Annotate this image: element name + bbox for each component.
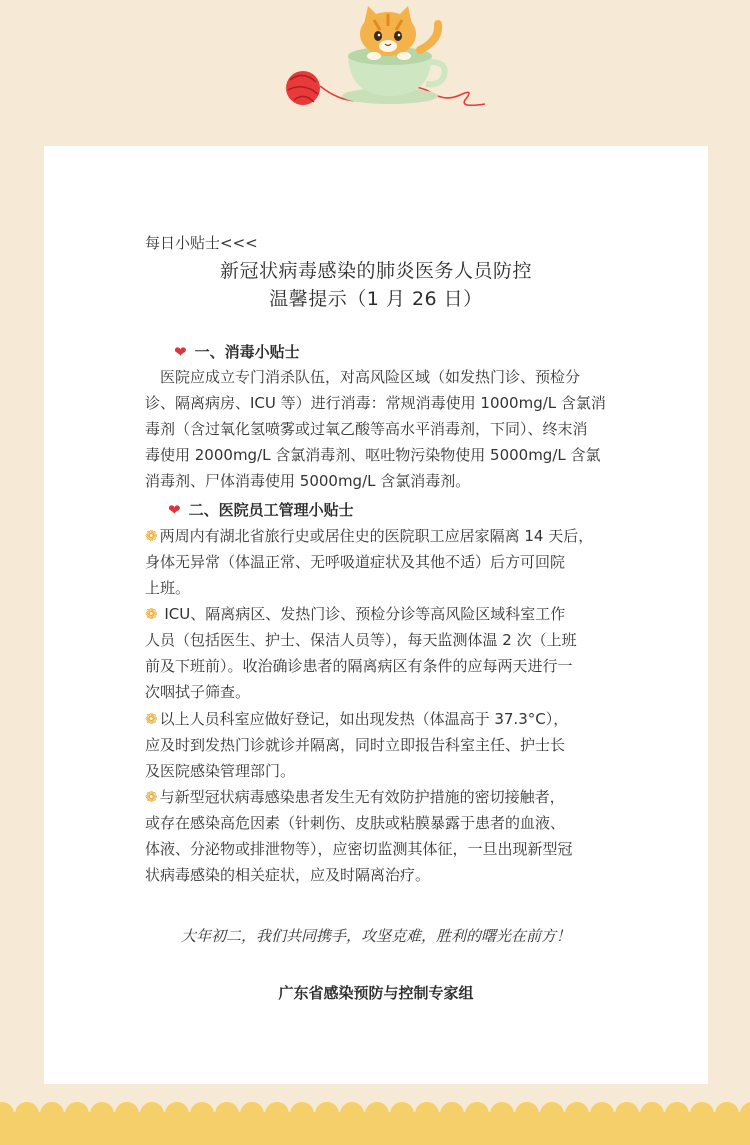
cat-teacup-illustration — [270, 0, 530, 120]
heart-icon: ❤ — [174, 342, 187, 361]
paragraph-line: 诊、隔离病房、ICU 等）进行消毒：常规消毒使用 1000mg/L 含氯消 — [145, 394, 606, 412]
paragraph-line: 状病毒感染的相关症状，应及时隔离治疗。 — [145, 866, 431, 884]
scallop-bump — [640, 1102, 664, 1126]
scallop-bump — [415, 1102, 439, 1126]
paragraph-line: 及医院感染管理部门。 — [145, 762, 296, 780]
scallop-bump — [390, 1102, 414, 1126]
scalloped-border — [0, 1098, 750, 1145]
paragraph-line: 两周内有湖北省旅行史或居住史的医院职工应居家隔离 14 天后， — [159, 527, 594, 545]
scallop-bump — [615, 1102, 639, 1126]
closing-message: 大年初二，我们共同携手，攻坚克难，胜利的曙光在前方！ — [180, 927, 571, 945]
page-subtitle: 温馨提示（1 月 26 日） — [269, 288, 483, 310]
staff-tip-item — [145, 601, 577, 705]
scallop-bump — [115, 1102, 139, 1126]
section-heading-text: 一、消毒小贴士 — [194, 343, 300, 361]
scallop-bump — [190, 1102, 214, 1126]
scallop-bump — [90, 1102, 114, 1126]
sunflower-icon: ❁ — [145, 605, 158, 623]
paragraph-line: 人员（包括医生、护士、保洁人员等），每天监测体温 2 次（上班 — [145, 631, 577, 649]
scallop-bump — [215, 1102, 239, 1126]
scallop-bump — [140, 1102, 164, 1126]
paragraph-line: 次咽拭子筛查。 — [145, 683, 251, 701]
scallop-bump — [265, 1102, 289, 1126]
paragraph-line: 应及时到发热门诊就诊并隔离，同时立即报告科室主任、护士长 — [145, 736, 566, 754]
paragraph-line: 上班。 — [145, 579, 191, 597]
paragraph-line: 体液、分泌物或排泄物等），应密切监测其体征，一旦出现新型冠 — [145, 840, 573, 858]
paragraph-line: 毒使用 2000mg/L 含氯消毒剂、呕吐物污染物使用 5000mg/L 含氯 — [145, 446, 601, 464]
scallop-bump — [15, 1102, 39, 1126]
paragraph-line: 消毒剂、尸体消毒使用 5000mg/L 含氯消毒剂。 — [145, 472, 471, 490]
scallop-bump — [290, 1102, 314, 1126]
scallop-bump — [665, 1102, 689, 1126]
intro-label: 每日小贴士<<< — [145, 234, 258, 252]
scallop-bump — [565, 1102, 589, 1126]
staff-tip-item — [145, 523, 593, 601]
section-heading-disinfection — [174, 341, 300, 362]
staff-tip-item — [145, 706, 568, 784]
sunflower-icon: ❁ — [145, 710, 158, 728]
scallop-bump — [165, 1102, 189, 1126]
paragraph-line: 毒剂（含过氧化氢喷雾或过氧乙酸等高水平消毒剂，下同）、终末消 — [145, 420, 588, 438]
scallop-bump — [440, 1102, 464, 1126]
scallop-bump — [315, 1102, 339, 1126]
sunflower-icon: ❁ — [145, 527, 158, 545]
scallop-bump — [465, 1102, 489, 1126]
scallop-bump — [715, 1102, 739, 1126]
paragraph-line: 或存在感染高危因素（针刺伤、皮肤或粘膜暴露于患者的血液、 — [145, 814, 566, 832]
scallop-bump — [490, 1102, 514, 1126]
paragraph-line: 身体无异常（体温正常、无呼吸道症状及其他不适）后方可回院 — [145, 553, 566, 571]
sunflower-icon: ❁ — [145, 788, 158, 806]
paragraph-line: ICU、隔离病区、发热门诊、预检分诊等高风险区域科室工作 — [159, 605, 566, 623]
scallop-bump — [365, 1102, 389, 1126]
scallop-bump — [590, 1102, 614, 1126]
signature: 广东省感染预防与控制专家组 — [278, 984, 474, 1002]
scallop-bump — [65, 1102, 89, 1126]
paragraph-line: 前及下班前）。收治确诊患者的隔离病区有条件的应每两天进行一 — [145, 657, 573, 675]
section-heading-staff — [168, 499, 354, 520]
scallop-bump — [690, 1102, 714, 1126]
staff-tip-item — [145, 784, 573, 888]
heart-icon: ❤ — [168, 500, 181, 519]
scallop-bump — [40, 1102, 64, 1126]
scallop-bump — [540, 1102, 564, 1126]
paragraph-line: 以上人员科室应做好登记，如出现发热（体温高于 37.3°C）， — [159, 710, 569, 728]
scallop-bump — [515, 1102, 539, 1126]
disinfection-paragraph — [145, 364, 606, 494]
page-title: 新冠状病毒感染的肺炎医务人员防控 — [219, 260, 532, 282]
scallop-bump — [340, 1102, 364, 1126]
paragraph-line: 与新型冠状病毒感染患者发生无有效防护措施的密切接触者， — [159, 788, 565, 806]
paragraph-line: 医院应成立专门消杀队伍，对高风险区域（如发热门诊、预检分 — [145, 368, 581, 386]
scallop-bump — [240, 1102, 264, 1126]
section-heading-text: 二、医院员工管理小贴士 — [188, 501, 354, 519]
